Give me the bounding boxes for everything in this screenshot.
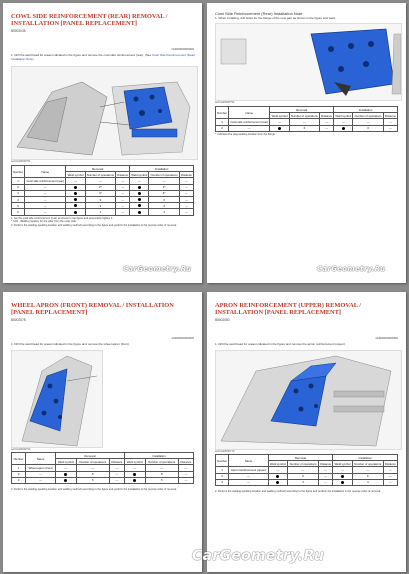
removal-distance: — (320, 125, 334, 131)
row-number: 1 (216, 467, 229, 473)
col-name: Name (229, 455, 268, 467)
note: 2. Perform the welding (welding location and welding method) according to the figure and perform the installation in the reverse order of removal. (11, 223, 177, 227)
removal-operations: 1 (85, 209, 115, 215)
row-name: — (25, 203, 66, 209)
installation-weld-symbol: — (130, 178, 149, 184)
section-code: B5002080 (215, 318, 230, 322)
installation-distance: — (179, 209, 193, 215)
col-distance: Distance (109, 459, 124, 465)
table-row (216, 125, 398, 131)
row-name: — (25, 190, 66, 196)
note: 2. Perform the welding (welding location and welding method) according to the figure and perform the installation in the reverse order of removal. (215, 490, 381, 493)
removal-operations: — (289, 119, 319, 125)
row-number: 2 (216, 473, 229, 479)
figure-code: aclzzw00000770 (215, 450, 235, 453)
weld-dot-icon (138, 192, 141, 195)
col-distance: Distance (384, 113, 396, 118)
col-weld-symbol: Weld symbol (335, 113, 352, 118)
col-operations: Number of operations (145, 459, 178, 465)
row-name: Wheel apron (front) (26, 465, 56, 471)
installation-weld-symbol: — (334, 119, 353, 125)
weld-dot-icon (278, 127, 281, 130)
installation-distance: — (179, 190, 193, 196)
apron-reinforcement-figure (215, 350, 402, 450)
weld-dot-icon (342, 127, 345, 130)
weld-dot-icon (276, 481, 279, 484)
row-name: — (229, 125, 270, 131)
row-name: Cowl side reinforcement (rear) (26, 178, 65, 183)
figure-code: aclzzw00000760 (11, 448, 31, 451)
weld-dot-icon (276, 475, 279, 478)
removal-distance: — (116, 203, 130, 209)
installation-distance: — (383, 479, 397, 485)
row-number: 2 (216, 125, 229, 131)
notes (11, 488, 196, 491)
col-distance: Distance (320, 461, 332, 466)
removal-weld-symbol: — (56, 465, 77, 471)
col-weld-symbol: Weld symbol (131, 172, 148, 177)
removal-operations: 5 (76, 477, 109, 483)
removal-operations: 4* (85, 190, 115, 196)
row-number: 1 (216, 119, 229, 125)
row-name: — (229, 473, 268, 479)
installation-distance: — (178, 477, 193, 483)
wheel-apron-illustration (12, 351, 102, 447)
page-title: Cowl Side Reinforcement (Rear) Installation Note (215, 11, 303, 16)
section-code: B5002078 (11, 318, 26, 322)
installation-operations: — (353, 119, 383, 125)
col-operations: Number of operations (354, 113, 382, 118)
weld-dot-icon (74, 211, 77, 214)
col-removal: Removal (66, 166, 130, 172)
removal-distance: — (116, 190, 130, 196)
col-removal: Removal (268, 455, 333, 461)
col-distance: Distance (117, 172, 129, 177)
removal-distance: — (116, 196, 130, 202)
removal-weld-symbol (268, 479, 288, 485)
removal-distance: — (318, 467, 332, 473)
notes (215, 133, 400, 136)
figure-code: aclzzw00000751 (11, 160, 31, 163)
removal-weld-symbol: — (268, 467, 288, 473)
installation-operations: 4 (352, 479, 383, 485)
installation-distance: — (383, 125, 397, 131)
removal-distance: — (116, 209, 130, 215)
row-name: — (26, 477, 56, 483)
instruction-text (11, 54, 196, 61)
instruction-body: 1. Drill the weld bead for areas indicated in the figure and remove the cowl side reinforcement (rear). (See (11, 53, 152, 57)
row-name: — (25, 184, 66, 190)
col-weld-symbol: Weld symbol (271, 113, 288, 118)
note: *: Indicates the plug welding location from the flange. (215, 133, 276, 136)
removal-operations: 2* (85, 184, 115, 190)
col-installation: Installation (124, 453, 193, 459)
installation-operations: 2* (149, 184, 179, 190)
installation-note-figure (215, 23, 402, 101)
col-distance: Distance (178, 459, 193, 465)
watermark-logo-large: CarGeometry.Ru (192, 548, 325, 564)
removal-operations: 6 (288, 473, 319, 479)
installation-weld-symbol (333, 479, 353, 485)
col-weld-symbol: Weld symbol (124, 459, 145, 465)
installation-operations: 6 (149, 196, 179, 202)
col-operations: Number of operations (289, 461, 317, 466)
removal-operations: — (85, 178, 115, 184)
installation-distance: — (179, 203, 193, 209)
instruction-text: 1. When installing, drill holes for the flange of the new part as shown in the figure and weld. (215, 16, 336, 20)
manual-page-apron-reinforcement (207, 292, 406, 572)
installation-distance: — (383, 119, 397, 125)
installation-operations: 8 (145, 471, 178, 477)
installation-note-link[interactable]: Cowl Side Reinforcement (Rear) Installation Note) (11, 53, 196, 61)
installation-operations: 5 (145, 477, 178, 483)
installation-weld-symbol (130, 209, 149, 215)
weld-dot-icon (138, 204, 141, 207)
row-name: — (25, 209, 66, 215)
removal-distance: — (318, 479, 332, 485)
body-panel-illustration (12, 67, 197, 159)
col-operations: Number of operations (76, 459, 109, 465)
row-number: 2 (12, 184, 25, 190)
installation-operations: — (352, 467, 383, 473)
weld-table-body (216, 467, 398, 486)
reinforcement-illustration (216, 24, 401, 100)
col-number: Number (12, 453, 26, 465)
installation-operations: 3 (149, 203, 179, 209)
weld-table-body (216, 119, 398, 131)
page-title: WHEEL APRON (FRONT) REMOVAL / INSTALLATION [PANEL REPLACEMENT] (11, 302, 174, 317)
note: 1. Set the cowl side reinforcement (rear) as shown in the figure and temporarily tighten it. (11, 217, 113, 220)
section-code: B5002035 (11, 29, 26, 33)
installation-operations: — (149, 178, 179, 184)
weld-dot-icon (74, 198, 77, 201)
manual-page-cowl-side-reinforcement (3, 3, 202, 283)
removal-weld-symbol: — (66, 178, 85, 184)
weld-dot-icon (64, 479, 67, 482)
installation-operations: 6 (353, 125, 383, 131)
weld-table (215, 454, 398, 486)
col-name: Name (25, 166, 66, 178)
document-id: id400000000000 (375, 336, 398, 340)
installation-distance: — (179, 184, 193, 190)
col-installation: Installation (130, 166, 194, 172)
weld-dot-icon (133, 473, 136, 476)
col-weld-symbol: Weld symbol (67, 172, 84, 177)
col-removal: Removal (56, 453, 125, 459)
col-distance: Distance (180, 172, 192, 177)
instruction-text: 1. Drill the weld bead for areas indicated in the figure and remove the apron reinforcement (upper). (215, 342, 346, 346)
row-name: — (26, 471, 56, 477)
installation-distance: — (383, 467, 397, 473)
weld-table-body (12, 178, 194, 215)
weld-dot-icon (64, 473, 67, 476)
installation-distance: — (179, 178, 193, 184)
removal-operations: 8 (76, 471, 109, 477)
weld-dot-icon (138, 198, 141, 201)
row-name: — (25, 196, 66, 202)
watermark-logo: CarGeometry.Ru (317, 265, 386, 273)
note: *: Drill - Welding location for the pillar from the outer side. (11, 220, 77, 224)
weld-dot-icon (74, 186, 77, 189)
weld-dot-icon (138, 186, 141, 189)
table-row (216, 479, 398, 485)
table-row (12, 477, 194, 483)
row-number: 1 (12, 465, 26, 471)
weld-dot-icon (74, 204, 77, 207)
watermark-logo: CarGeometry.Ru (123, 265, 192, 273)
weld-table (11, 452, 194, 484)
removal-operations: 3 (85, 203, 115, 209)
notes (215, 490, 400, 493)
removal-weld-symbol: — (270, 119, 289, 125)
table-row (12, 209, 194, 215)
row-name: Cowl side reinforcement (rear) (230, 119, 269, 124)
removal-operations: 4 (288, 479, 319, 485)
installation-distance: — (383, 473, 397, 479)
document-id: id400000000000 (171, 336, 194, 340)
installation-operations: — (145, 465, 178, 471)
col-operations: Number of operations (86, 172, 114, 177)
col-number: Number (216, 107, 229, 119)
weld-dot-icon (138, 211, 141, 214)
col-name: Name (26, 453, 56, 465)
notes (11, 217, 196, 227)
apron-illustration (216, 351, 401, 449)
installation-distance: — (178, 465, 193, 471)
weld-table (11, 165, 194, 216)
removal-distance: — (109, 465, 124, 471)
weld-dot-icon (133, 479, 136, 482)
row-number: 6 (12, 209, 25, 215)
removal-operations: — (288, 467, 319, 473)
removal-distance: — (109, 477, 124, 483)
weld-dot-icon (341, 475, 344, 478)
manual-page-wheel-apron (3, 292, 202, 572)
removal-operations: — (76, 465, 109, 471)
removal-operations: 6 (85, 196, 115, 202)
col-removal: Removal (270, 107, 334, 113)
document-id: id400000000000 (171, 47, 194, 51)
note: 2. Perform the welding (welding location and welding method) according to the figure and perform the installation in the reverse order of removal. (11, 488, 177, 491)
removal-distance: — (109, 471, 124, 477)
col-weld-symbol: Weld symbol (56, 459, 77, 465)
installation-operations: 1 (149, 209, 179, 215)
installation-operations: 4* (149, 190, 179, 196)
row-number: 1 (12, 178, 25, 184)
col-operations: Number of operations (290, 113, 318, 118)
removal-weld-symbol (270, 125, 289, 131)
removal-distance: — (116, 184, 130, 190)
removal-distance: — (318, 473, 332, 479)
installation-weld-symbol: — (124, 465, 145, 471)
wheel-apron-figure (11, 350, 103, 448)
row-number: 3 (12, 477, 26, 483)
removal-operations: 6 (289, 125, 319, 131)
removal-distance: — (320, 119, 334, 125)
figure-code: aclzzw00000752 (215, 101, 235, 104)
installation-distance: — (178, 471, 193, 477)
col-weld-symbol: Weld symbol (269, 461, 286, 466)
cowl-reinforcement-figure (11, 66, 198, 160)
col-number: Number (12, 166, 25, 178)
col-weld-symbol: Weld symbol (334, 461, 351, 466)
installation-weld-symbol (334, 125, 353, 131)
col-operations: Number of operations (150, 172, 178, 177)
installation-weld-symbol: — (333, 467, 353, 473)
col-number: Number (216, 455, 229, 467)
row-name: — (229, 479, 268, 485)
removal-distance: — (116, 178, 130, 184)
removal-weld-symbol (56, 477, 77, 483)
col-installation: Installation (333, 455, 398, 461)
row-number: 3 (216, 479, 229, 485)
row-number: 4 (12, 196, 25, 202)
page-title: APRON REINFORCEMENT (UPPER) REMOVAL / INSTALLATION [PANEL REPLACEMENT] (215, 302, 362, 317)
col-distance: Distance (384, 461, 396, 466)
installation-weld-symbol (124, 477, 145, 483)
weld-dot-icon (341, 481, 344, 484)
removal-weld-symbol (66, 209, 85, 215)
col-installation: Installation (334, 107, 398, 113)
row-name: Apron reinforcement (upper) (229, 467, 268, 473)
installation-distance: — (179, 196, 193, 202)
weld-dot-icon (74, 192, 77, 195)
page-title: COWL SIDE REINFORCEMENT (REAR) REMOVAL / INSTALLATION [PANEL REPLACEMENT] (11, 13, 168, 28)
col-name: Name (229, 107, 270, 119)
row-number: 2 (12, 471, 26, 477)
weld-table (215, 106, 398, 132)
installation-operations: 6 (352, 473, 383, 479)
col-distance: Distance (321, 113, 333, 118)
manual-page-installation-note (207, 3, 406, 283)
row-number: 3 (12, 190, 25, 196)
row-number: 5 (12, 203, 25, 209)
col-operations: Number of operations (354, 461, 382, 466)
weld-table-body (12, 465, 194, 484)
instruction-text: 1. Drill the weld bead for areas indicated in the figure and remove the wheel apron (front). (11, 342, 130, 346)
